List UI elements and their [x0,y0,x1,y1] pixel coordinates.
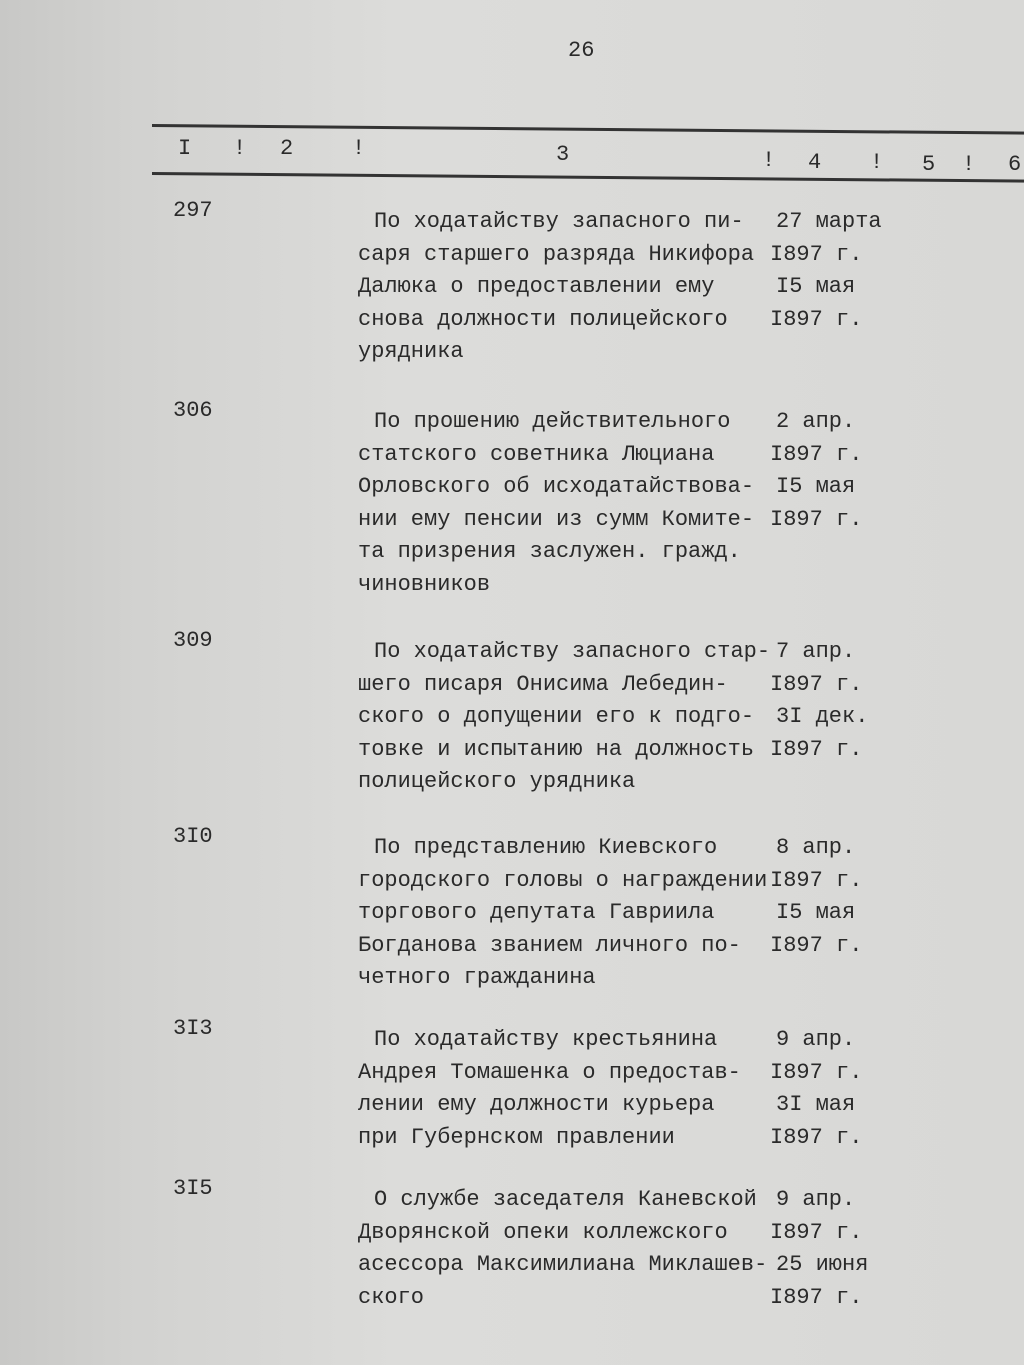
description-line: полицейского урядника [358,769,636,794]
entry-description [358,636,770,799]
entry-description [358,1024,741,1154]
page-number: 26 [568,38,595,63]
date-line: I897 г. [770,506,863,532]
description-line: снова должности полицейского [358,306,728,332]
date-line: I5 мая [776,274,856,299]
description-line: Дворянской опеки коллежского [358,1219,728,1245]
entry-dates [770,1184,868,1314]
entry-number: 309 [173,628,213,653]
col-sep: ! [870,150,884,175]
entry-number: 3I0 [173,824,213,849]
description-line: четного гражданина [358,965,596,990]
date-line: I897 г. [770,1124,863,1150]
col-header-2: 2 [280,136,294,161]
description-line: Андрея Томашенка о предостав- [358,1059,741,1085]
col-header-5: 5 [922,152,936,177]
date-line: I897 г. [770,1219,863,1245]
col-header-3: 3 [556,142,570,167]
col-sep: ! [762,148,776,173]
col-sep: ! [233,136,247,161]
col-header-4: 4 [808,150,822,175]
date-line: 27 марта [776,209,882,234]
date-line: I5 мая [776,474,856,499]
date-line: I897 г. [770,671,863,697]
description-line: шего писаря Онисима Лебедин- [358,671,728,697]
date-line: 3I мая [776,1092,856,1117]
description-line: Орловского об исходатайствова- [358,474,755,499]
entry-dates [770,206,882,336]
description-line: По представлению Киевского [374,835,718,860]
description-line: саря старшего разряда Никифора [358,241,755,267]
date-line: 25 июня [776,1252,869,1277]
header-top-rule [152,124,1024,135]
col-header-6: 6 [1008,152,1022,177]
entry-description [358,206,754,369]
entry-dates [770,636,868,766]
entry-number: 306 [173,398,213,423]
entry-number: 3I5 [173,1176,213,1201]
description-line: По ходатайству крестьянина [374,1027,718,1052]
date-line: I897 г. [770,1284,863,1310]
date-line: 9 апр. [776,1187,856,1212]
description-line: Далюка о предоставлении ему [358,274,715,299]
col-sep: ! [352,136,366,161]
description-line: статского советника Люциана [358,441,715,467]
description-line: По прошению действительного [374,409,731,434]
entry-number: 3I3 [173,1016,213,1041]
col-sep: ! [962,152,976,177]
col-header-1: I [178,136,192,161]
date-line: 3I дек. [776,704,869,729]
description-line: городского головы о награждении [358,867,768,893]
date-line: 8 апр. [776,835,856,860]
date-line: I897 г. [770,306,863,332]
date-line: I897 г. [770,736,863,762]
entry-dates [770,406,862,536]
date-line: 9 апр. [776,1027,856,1052]
description-line: чиновников [358,571,491,597]
date-line: 7 апр. [776,639,856,664]
date-line: I5 мая [776,900,856,925]
entry-dates [770,1024,862,1154]
date-line: 2 апр. [776,409,856,434]
date-line: I897 г. [770,1059,863,1085]
description-line: та призрения заслужен. гражд. [358,539,741,564]
description-line: лении ему должности курьера [358,1092,715,1117]
description-line: ского [358,1284,425,1310]
description-line: торгового депутата Гавриила [358,900,715,925]
description-line: По ходатайству запасного стар- [374,639,771,664]
header-bottom-rule [152,172,1024,183]
entry-description [358,1184,767,1314]
date-line: I897 г. [770,932,863,958]
date-line: I897 г. [770,441,863,467]
description-line: асессора Максимилиана Миклашев- [358,1252,768,1277]
description-line: товке и испытанию на должность [358,736,755,762]
entry-dates [770,832,862,962]
description-line: По ходатайству запасного пи- [374,209,744,234]
description-line: при Губернском правлении [358,1124,675,1150]
description-line: нии ему пенсии из сумм Комите- [358,506,755,532]
entry-description [358,406,754,601]
description-line: О службе заседателя Каневской [374,1187,757,1212]
description-line: ского о допущении его к подго- [358,704,755,729]
entry-number: 297 [173,198,213,223]
entry-description [358,832,767,995]
description-line: Богданова званием личного по- [358,932,741,958]
date-line: I897 г. [770,867,863,893]
description-line: урядника [358,339,464,364]
date-line: I897 г. [770,241,863,267]
